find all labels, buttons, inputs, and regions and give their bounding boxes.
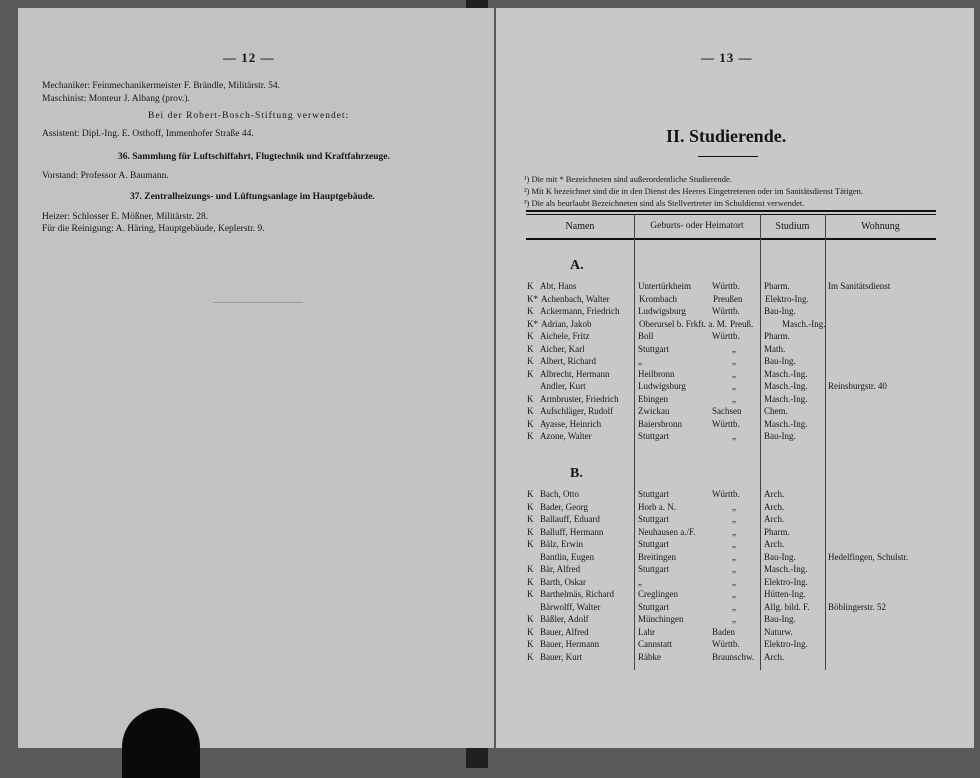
- birthplace: Ludwigsburg: [638, 381, 686, 391]
- study-field: Chem.: [764, 406, 788, 416]
- region: „: [732, 514, 736, 524]
- text-line: Für die Reinigung: A. Häring, Hauptgebäude, Keplerstr. 9.: [42, 224, 265, 234]
- column-header-study: Studium: [775, 221, 810, 232]
- birthplace: Untertürkheim: [638, 281, 691, 291]
- table-row: [527, 589, 838, 601]
- student-name: Barth, Oskar: [540, 576, 586, 587]
- table-row: [527, 552, 911, 564]
- page-title: II. Studierende.: [666, 126, 787, 146]
- student-name: Bauer, Hermann: [540, 639, 600, 649]
- table-rule: [526, 214, 936, 215]
- residence: [828, 639, 838, 651]
- student-name: Bantlin, Eugen: [540, 551, 594, 562]
- region: „: [732, 368, 736, 379]
- student-name: Bärwolff, Walter: [540, 601, 601, 612]
- study-field: Bau-Ing.: [764, 431, 796, 441]
- column-header-residence: Wohnung: [861, 221, 900, 232]
- region: „: [732, 539, 736, 549]
- region: Sachsen: [712, 406, 742, 416]
- study-field: Pharm.: [764, 281, 790, 291]
- text-line: Vorstand: Professor A. Baumann.: [42, 171, 169, 181]
- k-mark: K: [527, 614, 534, 624]
- text-line: Mechaniker: Feinmechanikermeister F. Brändle, Militärstr. 54.: [42, 81, 280, 91]
- student-name: Bär, Alfred: [540, 564, 581, 574]
- study-field: Masch.-Ing.: [781, 318, 826, 329]
- residence: [828, 306, 838, 318]
- student-name: Bauer, Alfred: [540, 626, 589, 637]
- k-mark: K*: [527, 293, 538, 304]
- region: „: [732, 393, 736, 404]
- region: Württb.: [712, 418, 740, 429]
- region: „: [732, 381, 736, 391]
- residence: [828, 502, 838, 514]
- k-mark: [527, 602, 540, 614]
- table-row: [527, 281, 893, 293]
- table-row: [527, 514, 838, 526]
- region: „: [732, 589, 736, 599]
- section-heading: 37. Zentralheizungs- und Lüftungsanlage im Hauptgebäude.: [130, 192, 375, 202]
- k-mark: K: [527, 564, 534, 574]
- residence: Im Sanitätsdienst: [828, 281, 891, 291]
- student-name: Bäßler, Adolf: [540, 614, 589, 624]
- residence: [828, 406, 838, 418]
- residence: [846, 319, 856, 331]
- birthplace: Oberursel b. Frkft. a. M.: [639, 318, 727, 329]
- birthplace: Stuttgart: [638, 601, 669, 612]
- right-page: [496, 8, 974, 748]
- region: „: [732, 431, 736, 441]
- table-row: [527, 344, 838, 356]
- region: „: [732, 356, 736, 366]
- student-name: Bauer, Kurt: [540, 651, 583, 662]
- region: Baden: [712, 626, 735, 637]
- k-mark: [527, 552, 540, 564]
- region: Württb.: [712, 331, 740, 341]
- student-name: Ballauff, Eduard: [540, 514, 600, 524]
- student-name: Albert, Richard: [540, 356, 596, 366]
- residence: [828, 627, 838, 639]
- student-name: Bälz, Erwin: [540, 539, 583, 549]
- subheading: Bei der Robert-Bosch-Stiftung verwendet:: [148, 111, 350, 121]
- student-name: Aichele, Fritz: [540, 331, 590, 341]
- region: „: [732, 601, 736, 612]
- study-field: Masch.-Ing.: [764, 381, 808, 391]
- k-mark: K: [527, 281, 534, 291]
- region: „: [732, 501, 736, 512]
- region: Württb.: [712, 489, 740, 499]
- text-line: Assistent: Dipl.-Ing. E. Osthoff, Immenhofer Straße 44.: [42, 129, 254, 139]
- k-mark: K: [527, 431, 534, 441]
- k-mark: K: [527, 368, 534, 379]
- study-field: Masch.-Ing.: [764, 564, 808, 574]
- k-mark: K*: [527, 318, 538, 329]
- divider: [698, 156, 758, 157]
- student-name: Balluff, Hermann: [540, 526, 604, 537]
- k-mark: K: [527, 526, 534, 537]
- study-field: Bau-Ing.: [764, 306, 796, 316]
- k-mark: K: [527, 489, 534, 499]
- birthplace: „: [638, 576, 642, 587]
- birthplace: Stuttgart: [638, 514, 669, 524]
- study-field: Pharm.: [764, 331, 790, 341]
- birthplace: Creglingen: [638, 589, 678, 599]
- section-letter: A.: [570, 258, 584, 273]
- birthplace: Münchingen: [638, 614, 684, 624]
- residence: Hedelfingen, Schulstr.: [828, 551, 909, 562]
- student-name: Abt, Hans: [540, 281, 577, 291]
- student-name: Aicher, Karl: [540, 343, 585, 354]
- k-mark: K: [527, 539, 534, 549]
- region: Preuß.: [729, 318, 754, 329]
- birthplace: Stuttgart: [638, 343, 669, 354]
- footnote: ³) Die als beurlaubt Bezeichneten sind als Stellvertreter im Schuldienst verwendet.: [524, 198, 805, 208]
- region: Württb.: [712, 281, 740, 291]
- residence: [828, 431, 838, 443]
- birthplace: „: [638, 356, 642, 366]
- study-field: Arch.: [764, 539, 785, 549]
- student-name: Ayasse, Heinrich: [540, 418, 602, 429]
- section-heading: 36. Sammlung für Luftschiffahrt, Flugtechnik und Kraftfahrzeuge.: [118, 152, 390, 162]
- student-name: Achenbach, Walter: [541, 293, 610, 304]
- table-row: [527, 331, 838, 343]
- birthplace: Ebingen: [638, 393, 668, 404]
- k-mark: K: [527, 501, 534, 512]
- k-mark: K: [527, 651, 534, 662]
- study-field: Pharm.: [764, 526, 790, 537]
- k-mark: K: [527, 306, 534, 316]
- student-name: Azone, Walter: [540, 431, 592, 441]
- k-mark: K: [527, 514, 534, 524]
- table-row: [527, 381, 890, 393]
- residence: [828, 527, 838, 539]
- table-row: [527, 369, 838, 381]
- birthplace: Stuttgart: [638, 489, 669, 499]
- column-header-origin: Geburts- oder Heimatort: [650, 221, 744, 231]
- table-row: [527, 406, 838, 418]
- study-field: Masch.-Ing.: [764, 368, 808, 379]
- birthplace: Stuttgart: [638, 539, 669, 549]
- region: „: [732, 614, 736, 624]
- region: „: [732, 564, 736, 574]
- residence: [828, 539, 838, 551]
- table-row: [527, 614, 838, 626]
- birthplace: Lahr: [638, 626, 655, 637]
- table-row: [527, 319, 856, 331]
- residence: [828, 514, 838, 526]
- region: Preußen: [713, 293, 743, 304]
- study-field: Arch.: [764, 514, 785, 524]
- birthplace: Horb a. N.: [638, 501, 676, 512]
- residence: [828, 614, 838, 626]
- study-field: Elektro-Ing.: [764, 576, 808, 587]
- student-name: Bader, Georg: [540, 501, 588, 512]
- birthplace: Krombach: [639, 293, 677, 304]
- residence: [828, 589, 838, 601]
- column-header-name: Namen: [565, 221, 595, 232]
- k-mark: K: [527, 418, 534, 429]
- student-name: Bach, Otto: [540, 489, 579, 499]
- birthplace: Stuttgart: [638, 431, 669, 441]
- residence: [828, 331, 838, 343]
- student-name: Ackermann, Friedrich: [540, 306, 620, 316]
- residence: [829, 294, 839, 306]
- table-row: [527, 294, 839, 306]
- residence: [828, 356, 838, 368]
- table-row: [527, 602, 889, 614]
- birthplace: Ludwigsburg: [638, 306, 686, 316]
- text-line: Maschinist: Monteur J. Albang (prov.).: [42, 94, 190, 104]
- birthplace: Stuttgart: [638, 564, 669, 574]
- table-row: [527, 564, 838, 576]
- study-field: Bau-Ing.: [764, 551, 796, 562]
- study-field: Arch.: [764, 651, 785, 662]
- table-row: [527, 431, 838, 443]
- k-mark: K: [527, 589, 534, 599]
- study-field: Bau-Ing.: [764, 614, 796, 624]
- residence: Reinsburgstr. 40: [828, 381, 887, 391]
- k-mark: K: [527, 576, 534, 587]
- residence: [828, 344, 838, 356]
- table-row: [527, 502, 838, 514]
- table-rule: [526, 238, 936, 240]
- residence: [828, 564, 838, 576]
- region: „: [732, 576, 736, 587]
- birthplace: Räbke: [638, 651, 661, 662]
- study-field: Bau-Ing.: [764, 356, 796, 366]
- birthplace: Heilbronn: [638, 368, 675, 379]
- table-row: [527, 639, 838, 651]
- residence: [828, 369, 838, 381]
- table-row: [527, 394, 838, 406]
- text-line: Heizer: Schlosser E. Mößner, Militärstr. 28.: [42, 212, 209, 222]
- page-number: — 12 —: [223, 50, 275, 65]
- table-row: [527, 489, 838, 501]
- birthplace: Cannstatt: [638, 639, 672, 649]
- table-rule: [526, 210, 936, 212]
- residence: [828, 577, 838, 589]
- student-name: Armbruster, Friedrich: [540, 393, 619, 404]
- footnote: ²) Mit K bezeichnet sind die in den Dienst des Heeres Eingetretenen oder im Sanitätsdienst Tätigen.: [524, 186, 863, 196]
- student-name: Adrian, Jakob: [541, 318, 592, 329]
- table-row: [527, 306, 838, 318]
- table-row: [527, 356, 838, 368]
- study-field: Math.: [764, 343, 786, 354]
- study-field: Arch.: [764, 489, 785, 499]
- residence: [828, 394, 838, 406]
- residence: [828, 419, 838, 431]
- k-mark: K: [527, 356, 534, 366]
- study-field: Elektro-Ing.: [765, 293, 809, 304]
- k-mark: K: [527, 393, 534, 404]
- study-field: Hütten-Ing.: [764, 589, 806, 599]
- region: „: [732, 526, 736, 537]
- table-row: [527, 539, 838, 551]
- table-row: [527, 627, 838, 639]
- k-mark: K: [527, 343, 534, 354]
- region: „: [732, 343, 736, 354]
- table-row: [527, 527, 838, 539]
- left-page: [18, 8, 494, 748]
- region: Braunschw.: [712, 651, 755, 662]
- student-name: Albrecht, Hermann: [540, 368, 610, 379]
- study-field: Elektro-Ing.: [764, 639, 808, 649]
- region: Württb.: [712, 306, 740, 316]
- residence: Böblingerstr. 52: [828, 601, 886, 612]
- residence: [828, 652, 838, 664]
- k-mark: K: [527, 331, 534, 341]
- k-mark: K: [527, 639, 534, 649]
- table-row: [527, 652, 838, 664]
- birthplace: Neuhausen a./F.: [638, 526, 696, 537]
- birthplace: Baiersbronn: [638, 418, 682, 429]
- student-name: Andler, Kurt: [540, 381, 586, 391]
- section-letter: B.: [570, 466, 583, 481]
- divider: [213, 302, 303, 303]
- k-mark: K: [527, 626, 534, 637]
- residence: [828, 489, 838, 501]
- study-field: Masch.-Ing.: [764, 418, 808, 429]
- birthplace: Boll: [638, 331, 654, 341]
- birthplace: Breitingen: [638, 551, 676, 562]
- table-row: [527, 577, 838, 589]
- k-mark: K: [527, 406, 534, 416]
- study-field: Naturw.: [764, 626, 793, 637]
- study-field: Arch.: [764, 501, 785, 512]
- study-field: Allg. bild. F.: [764, 601, 810, 612]
- study-field: Masch.-Ing.: [764, 393, 808, 404]
- page-number: — 13 —: [701, 50, 753, 65]
- student-name: Barthelmäs, Richard: [540, 589, 614, 599]
- region: Württb.: [712, 639, 740, 649]
- region: „: [732, 551, 736, 562]
- birthplace: Zwickau: [638, 406, 670, 416]
- student-name: Aufschläger, Rudolf: [540, 406, 614, 416]
- k-mark: [527, 381, 540, 393]
- table-row: [527, 419, 838, 431]
- footnote: ¹) Die mit * Bezeichneten sind außerordentliche Studierende.: [524, 174, 732, 184]
